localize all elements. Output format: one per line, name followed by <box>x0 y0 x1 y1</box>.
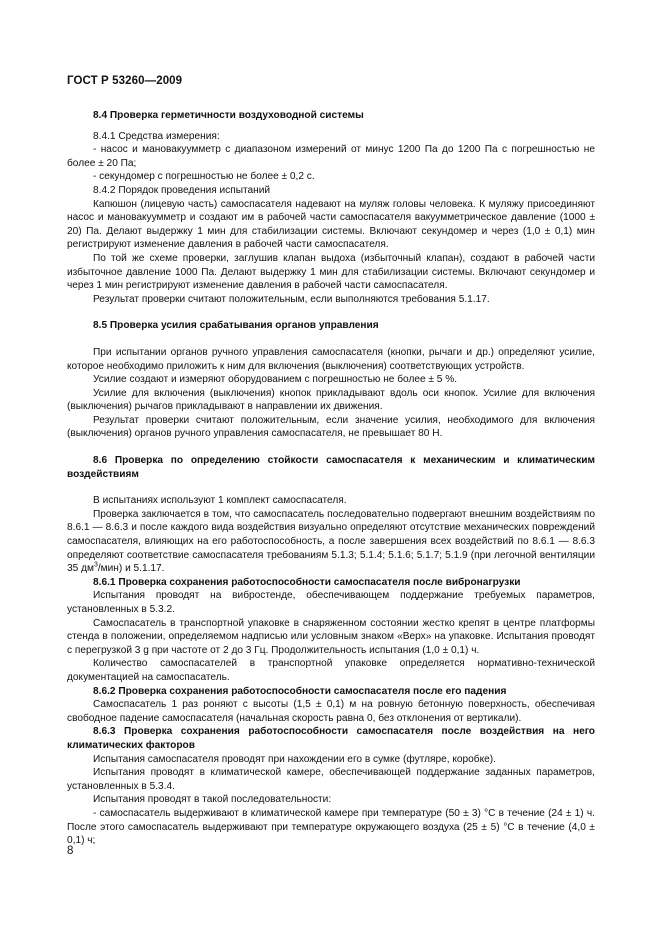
paragraph: Результат проверки считают положительным, если выполняются требования 5.1.17. <box>93 293 490 305</box>
paragraph: 8.4.1 Средства измерения: <box>93 130 220 142</box>
section-8-6-heading: 8.6 Проверка по определению стойкости самоспасателя к механическим и климатическим воздействиям <box>67 455 595 480</box>
paragraph: В испытаниях используют 1 комплект самоспасателя. <box>93 495 347 507</box>
paragraph: Испытания проводят в климатической камере, обеспечивающей поддержание заданных параметров, установленных в 5.3.4. <box>67 767 595 792</box>
paragraph: Испытания проводят в такой последовательности: <box>93 794 332 806</box>
paragraph: Усилие для включения (выключения) кнопок прикладывают вдоль оси кнопок. Усилие для включения (выключения) рычагов прикладывают в направлении их движения. <box>67 387 595 413</box>
paragraph: Результат проверки считают положительным, если значение усилия, необходимого для включения (выключения) органов ручного управления самоспасателя, не превышает 80 Н. <box>67 414 595 440</box>
subsection-8-6-3-heading: 8.6.3 Проверка сохранения работоспособности самоспасателя после воздействия на него климатических факторов <box>67 726 595 751</box>
paragraph: Испытания самоспасателя проводят при нахождении его в сумке (футляре, коробке). <box>93 753 496 765</box>
paragraph: При испытании органов ручного управления самоспасателя (кнопки, рычаги и др.) определяют усилие, которое необходимо приложить к ним для включения (выключения) соответствующих устройств. <box>67 346 595 372</box>
paragraph: Испытания проводят на вибростенде, обеспечивающем поддержание требуемых параметров, установленных в 5.3.2. <box>67 590 595 615</box>
subsection-8-6-2-heading: 8.6.2 Проверка сохранения работоспособности самоспасателя после его падения <box>93 685 507 697</box>
paragraph-text: Проверка заключается в том, что самоспасатель последовательно подвергают внешним воздействиям по 8.6.1 — 8.6.3 и после каждого вида воздействия визуально определяют отсутствие механических повреждений самоспасателя, влияющих на его работоспособность, а после завершения всех воздействий по 8.6.1 — 8.6.3 определяют соответствие самоспасателя требованиям 5.1.3; 5.1.4; 5.1.6; 5.1.7; 5.1.9 (при легочной вентиляции 35 дм <box>67 508 595 575</box>
paragraph: Капюшон (лицевую часть) самоспасателя надевают на муляж головы человека. К муляжу присоединяют насос и мановакуумметр и создают им в рабочей части самоспасателя вакуумметрическое давление (1000 ± 20) Па. Делают выдержку 1 мин для стабилизации системы. Включают секундомер и через (1,0 ± 0,1) мин регистрируют изменение давления в рабочей части самоспасателя. <box>67 198 595 251</box>
superscript: 3 <box>93 561 98 569</box>
paragraph: По той же схеме проверки, заглушив клапан выдоха (избыточный клапан), создают в рабочей части избыточное давление 1000 Па. Делают выдержку 1 мин для стабилизации системы. Включают секундомер и через 1 мин регистрируют изменение давления в рабочей части самоспасателя. <box>67 252 595 292</box>
paragraph: 8.4.2 Порядок проведения испытаний <box>93 184 271 196</box>
paragraph: - самоспасатель выдерживают в климатической камере при температуре (50 ± 3) °С в течение (24 ± 1) ч. После этого самоспасатель выдерживают при температуре окружающего воздуха (25 ± 5) °С в течение (4,0 ± 0,1) ч; <box>67 807 595 847</box>
paragraph: Самоспасатель в транспортной упаковке в снаряженном состоянии жестко крепят в центре платформы стенда в положении, определяемом надписью или условным знаком «Верх» на упаковке. Испытания проводят с перегрузкой 3 g при частоте от 2 до 3 Гц. Продолжительность испытания (1,0 ± 0,1) ч. <box>67 617 595 656</box>
paragraph: - секундомер с погрешностью не более ± 0,2 с. <box>93 171 315 183</box>
document-code: ГОСТ Р 53260—2009 <box>67 75 183 87</box>
paragraph: Усилие создают и измеряют оборудованием с погрешностью не более ± 5 %. <box>93 374 458 386</box>
paragraph: Самоспасатель 1 раз роняют с высоты (1,5 ± 0,1) м на ровную бетонную поверхность, обеспечивая свободное падение самоспасателя (начальная скорость равна 0, без отклонения от вертикали). <box>67 699 595 724</box>
page-number: 8 <box>67 845 74 857</box>
paragraph: - насос и мановакуумметр с диапазоном измерений от минус 1200 Па до 1200 Па с погрешностью не более ± 20 Па; <box>67 144 595 169</box>
paragraph <box>67 508 595 576</box>
subsection-8-6-1-heading: 8.6.1 Проверка сохранения работоспособности самоспасателя после вибронагрузки <box>93 576 521 588</box>
paragraph-text: /мин) и 5.1.17. <box>97 563 165 575</box>
section-8-4-heading: 8.4 Проверка герметичности воздуховодной системы <box>93 110 364 121</box>
paragraph: Количество самоспасателей в транспортной упаковке определяется нормативно-технической документацией на самоспасатель. <box>67 658 595 683</box>
section-8-5-heading: 8.5 Проверка усилия срабатывания органов управления <box>93 320 379 332</box>
document-body <box>67 109 595 848</box>
